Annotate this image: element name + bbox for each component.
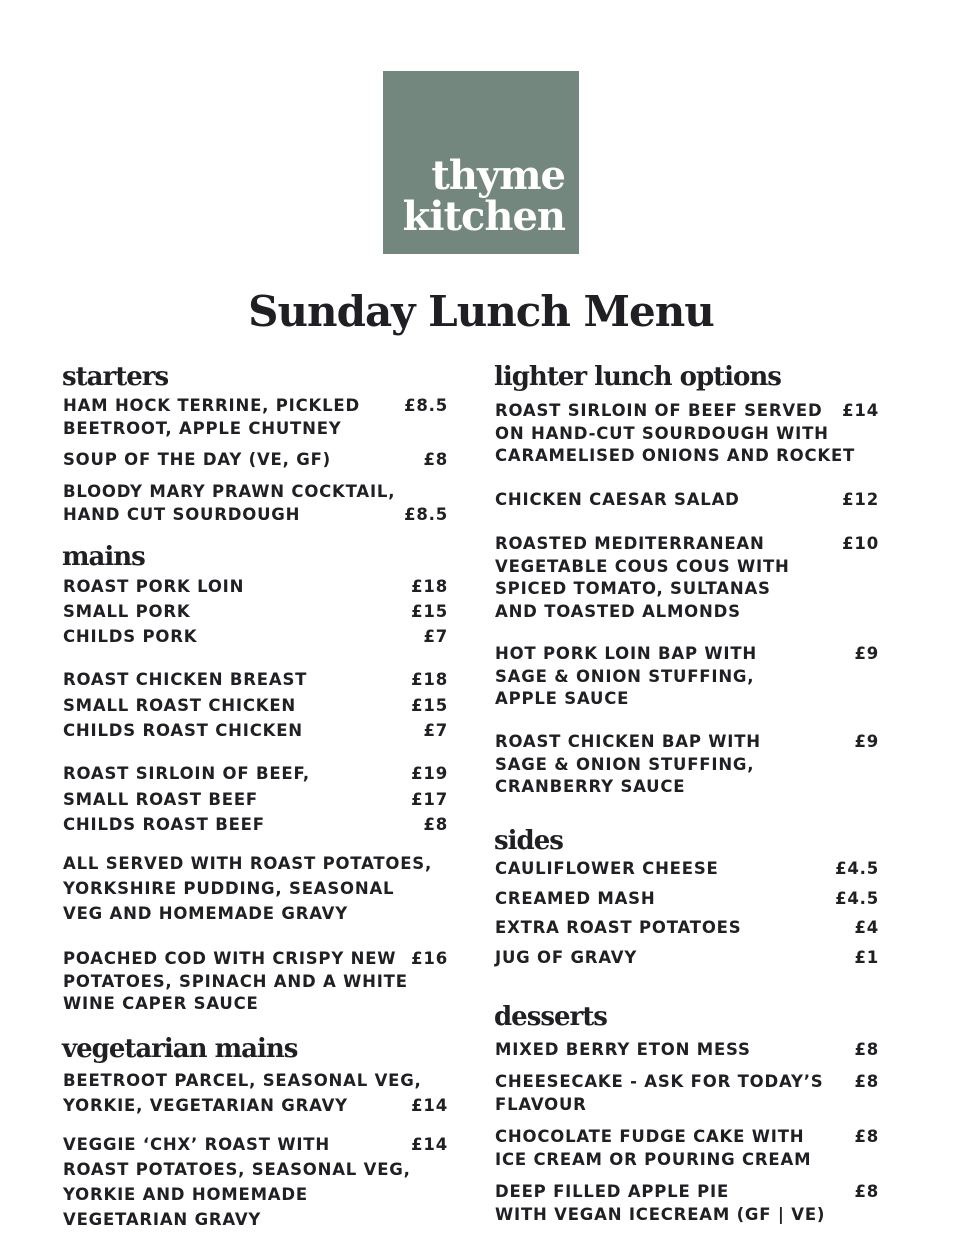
item-price: £8 bbox=[423, 815, 448, 834]
menu-item bbox=[63, 1068, 448, 1118]
item-name: CHILDS ROAST CHICKEN bbox=[63, 721, 303, 740]
item-name: CAULIFLOWER CHEESE bbox=[495, 859, 719, 878]
menu-item bbox=[495, 1180, 879, 1226]
item-name: BEETROOT PARCEL, SEASONAL VEG, YORKIE, VEGETARIAN GRAVY bbox=[63, 1071, 422, 1115]
heading-starters: starters bbox=[62, 362, 169, 392]
item-name: ROAST CHICKEN BREAST bbox=[63, 670, 308, 689]
mains-note-text: ALL SERVED WITH ROAST POTATOES, YORKSHIRE PUDDING, SEASONAL VEG AND HOMEMADE GRAVY bbox=[63, 854, 433, 923]
heading-sides: sides bbox=[494, 826, 563, 856]
item-price: £8 bbox=[423, 450, 448, 469]
item-name: CHICKEN CAESAR SALAD bbox=[495, 490, 740, 509]
item-price: £7 bbox=[423, 721, 448, 740]
item-name: CHILDS PORK bbox=[63, 627, 198, 646]
heading-mains: mains bbox=[62, 542, 145, 572]
item-price: £8 bbox=[854, 1127, 879, 1146]
item-price: £8.5 bbox=[404, 505, 448, 524]
item-price: £16 bbox=[411, 949, 448, 968]
item-name: CHOCOLATE FUDGE CAKE WITH ICE CREAM OR POURING CREAM bbox=[495, 1127, 812, 1169]
menu-item bbox=[495, 533, 879, 623]
menu-item bbox=[63, 599, 448, 624]
item-price: £9 bbox=[854, 732, 879, 751]
item-name: POACHED COD WITH CRISPY NEW POTATOES, SPINACH AND A WHITE WINE CAPER SAUCE bbox=[63, 949, 408, 1013]
menu-item bbox=[63, 624, 448, 649]
item-price: £14 bbox=[411, 1096, 448, 1115]
item-price: £4.5 bbox=[835, 889, 879, 908]
item-name: MIXED BERRY ETON MESS bbox=[495, 1040, 751, 1059]
item-price: £15 bbox=[411, 696, 448, 715]
item-price: £9 bbox=[854, 644, 879, 663]
item-name: JUG OF GRAVY bbox=[495, 948, 638, 967]
menu-item bbox=[63, 948, 448, 1016]
item-name: HOT PORK LOIN BAP WITH SAGE & ONION STUFFING, APPLE SAUCE bbox=[495, 644, 758, 708]
logo-line-1: thyme bbox=[431, 152, 565, 199]
menu-item bbox=[63, 787, 448, 812]
page-title: Sunday Lunch Menu bbox=[248, 287, 714, 336]
menu-item bbox=[495, 945, 879, 970]
item-price: £15 bbox=[411, 602, 448, 621]
item-name: ROASTED MEDITERRANEAN VEGETABLE COUS COUS WITH SPICED TOMATO, SULTANAS AND TOASTED ALMONDS bbox=[495, 534, 790, 621]
item-price: £18 bbox=[411, 670, 448, 689]
item-price: £8 bbox=[854, 1182, 879, 1201]
heading-desserts: desserts bbox=[494, 1002, 607, 1032]
item-name: HAM HOCK TERRINE, PICKLED BEETROOT, APPLE CHUTNEY bbox=[63, 396, 360, 438]
heading-vegetarian-mains: vegetarian mains bbox=[62, 1034, 298, 1064]
item-price: £18 bbox=[411, 577, 448, 596]
item-name: ROAST SIRLOIN OF BEEF, bbox=[63, 764, 310, 783]
item-price: £14 bbox=[411, 1135, 448, 1154]
item-name: CHEESECAKE - ASK FOR TODAY’S FLAVOUR bbox=[495, 1072, 824, 1114]
item-price: £8 bbox=[854, 1072, 879, 1091]
item-price: £4 bbox=[854, 918, 879, 937]
item-price: £14 bbox=[842, 401, 879, 420]
menu-item bbox=[495, 886, 879, 911]
item-name: CHILDS ROAST BEEF bbox=[63, 815, 265, 834]
menu-item bbox=[495, 1070, 879, 1116]
menu-item bbox=[63, 812, 448, 837]
menu-item bbox=[63, 448, 448, 471]
menu-item bbox=[495, 489, 879, 512]
item-name: ROAST CHICKEN BAP WITH SAGE & ONION STUFFING, CRANBERRY SAUCE bbox=[495, 732, 761, 796]
menu-item bbox=[63, 574, 448, 599]
item-price: £8 bbox=[854, 1040, 879, 1059]
menu-item bbox=[495, 400, 879, 468]
item-price: £8.5 bbox=[404, 396, 448, 415]
menu-item bbox=[63, 394, 448, 440]
menu-item bbox=[63, 693, 448, 718]
menu-item bbox=[495, 1038, 879, 1061]
heading-lighter-lunch: lighter lunch options bbox=[494, 362, 781, 392]
menu-item bbox=[63, 1132, 448, 1232]
logo-line-2: kitchen bbox=[402, 193, 565, 240]
item-price: £1 bbox=[854, 948, 879, 967]
item-name: DEEP FILLED APPLE PIE WITH VEGAN ICECREAM (GF | VE) bbox=[495, 1182, 826, 1224]
item-name: VEGGIE ‘CHX’ ROAST WITH ROAST POTATOES, SEASONAL VEG, YORKIE AND HOMEMADE VEGETARIAN GRAVY bbox=[63, 1135, 411, 1229]
item-price: £17 bbox=[411, 790, 448, 809]
item-price: £10 bbox=[842, 534, 879, 553]
menu-item bbox=[63, 667, 448, 692]
item-name: SOUP OF THE DAY (VE, GF) bbox=[63, 450, 331, 469]
logo bbox=[383, 71, 579, 254]
item-name: SMALL PORK bbox=[63, 602, 191, 621]
item-price: £7 bbox=[423, 627, 448, 646]
menu-item bbox=[63, 761, 448, 786]
menu-item bbox=[63, 718, 448, 743]
menu-item bbox=[495, 1125, 879, 1171]
item-name: BLOODY MARY PRAWN COCKTAIL, HAND CUT SOURDOUGH bbox=[63, 482, 396, 524]
item-name: SMALL ROAST BEEF bbox=[63, 790, 258, 809]
item-name: SMALL ROAST CHICKEN bbox=[63, 696, 297, 715]
menu-item bbox=[495, 915, 879, 940]
item-name: ROAST PORK LOIN bbox=[63, 577, 245, 596]
item-price: £19 bbox=[411, 764, 448, 783]
menu-item bbox=[63, 480, 448, 526]
item-name: ROAST SIRLOIN OF BEEF SERVED ON HAND-CUT SOURDOUGH WITH CARAMELISED ONIONS AND ROCKET bbox=[495, 401, 856, 465]
menu-item bbox=[495, 643, 879, 711]
item-name: EXTRA ROAST POTATOES bbox=[495, 918, 742, 937]
item-price: £4.5 bbox=[835, 859, 879, 878]
menu-item bbox=[495, 856, 879, 881]
mains-note bbox=[63, 851, 448, 926]
menu-item bbox=[495, 731, 879, 799]
item-price: £12 bbox=[842, 490, 879, 509]
item-name: CREAMED MASH bbox=[495, 889, 656, 908]
